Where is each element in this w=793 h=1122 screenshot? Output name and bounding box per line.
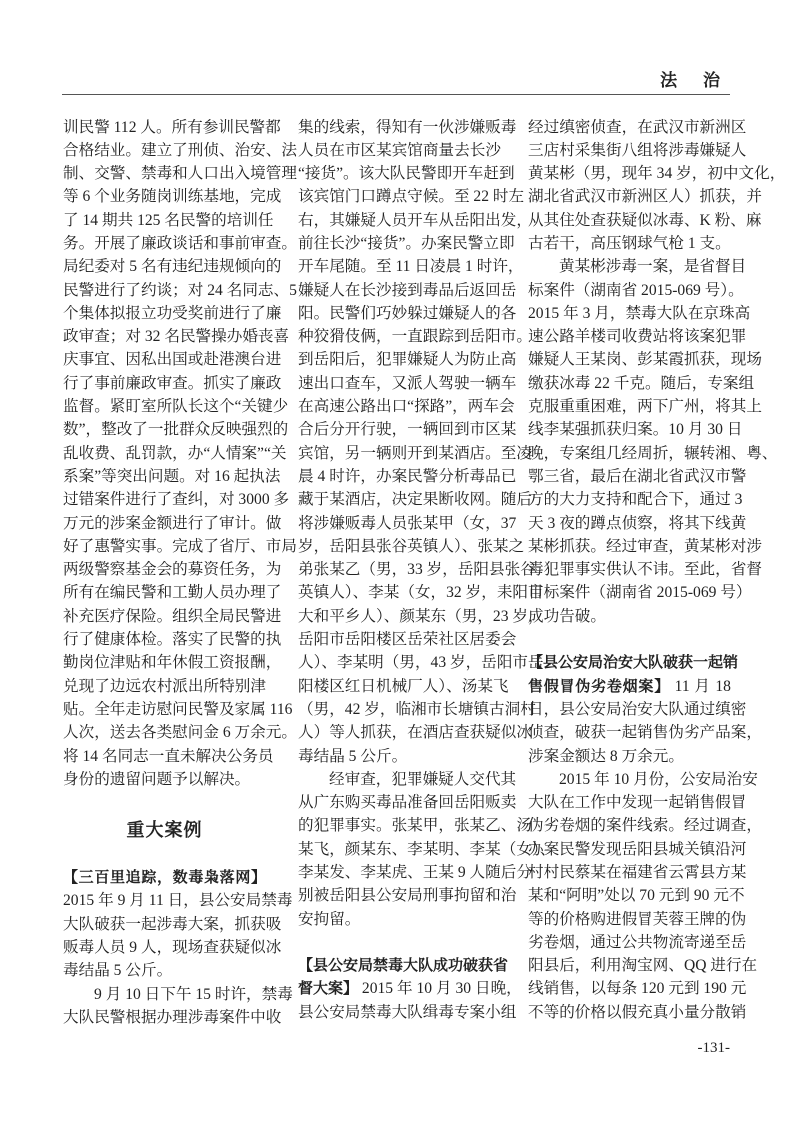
text-line: 等 6 个业务随岗训练基地，完成: [63, 188, 282, 206]
text-line: 将 14 名同志一直未解决公务员: [63, 747, 274, 765]
text-line: 三店村采集街八组将涉毒嫌疑人: [528, 141, 747, 159]
text-line: 从广东购买毒品准备回岳阳贩卖: [298, 794, 517, 812]
text-line: [298, 954, 509, 977]
text-line: 的犯罪事实。张某甲，张某乙、汤: [298, 817, 532, 835]
text-line: 古若干，高压钢球气枪 1 支。: [528, 234, 731, 252]
text-line: 县公安局禁毒大队缉毒专案小组: [298, 1003, 517, 1021]
section-heading: 重大案例: [126, 819, 203, 840]
text-line: 嫌疑人王某岗、彭某霞抓获，现场: [528, 351, 762, 369]
text-line: 大队民警根据办理涉毒案件中收: [63, 1008, 282, 1026]
case-title: 售假冒伪劣卷烟案】: [528, 676, 670, 695]
text-line: 弟张某乙（男，33 岁，岳阳县张谷: [298, 561, 536, 579]
text-line: 晚，专案组几经周折，辗转湘、粤、: [528, 444, 778, 462]
text-line: 晨 4 时许，办案民警分析毒品已: [298, 467, 517, 485]
text-line: 民警进行了约谈；对 24 名同志、5: [63, 281, 297, 299]
text-line: 方的大力支持和配合下，通过 3: [528, 491, 743, 509]
text-line: 到岳阳后，犯罪嫌疑人为防止高: [298, 351, 517, 369]
text-line: 2015 年 9 月 11 日，县公安局禁毒: [63, 892, 293, 910]
paragraph-spacer: [298, 931, 501, 954]
text-line: 嫌疑人在长沙接到毒品后返回岳: [298, 281, 517, 299]
text-line: 经审查，犯罪嫌疑人交代其: [329, 770, 517, 788]
header-rule: [62, 94, 730, 95]
text-line: 藏于某酒店，决定果断收网。随后: [298, 491, 532, 509]
text-line: 速公路羊楼司收费站将该案犯罪: [528, 328, 747, 346]
text-line: 线李某强抓获归案。10 月 30 日: [528, 421, 743, 439]
text-line: （男，42 岁，临湘市长塘镇古洞村: [298, 700, 536, 718]
text-line: 天 3 夜的蹲点侦察，将其下线黄: [528, 514, 747, 532]
text-line: 成功告破。: [528, 607, 606, 625]
text-line: “接货”。该大队民警即开车赶到: [298, 165, 515, 183]
text-line: [298, 977, 522, 1000]
text-line: 目标案件（湖南省 2015-069 号）: [528, 584, 752, 602]
text-line: 宾馆，另一辆则开到某酒店。至凌: [298, 444, 532, 462]
text-line: 数”，整改了一批群众反映强烈的: [63, 421, 289, 439]
text-line: 某彬抓获。经过审查，黄某彬对涉: [528, 537, 762, 555]
paragraph: [298, 116, 544, 768]
text-line: 某和“阿明”处以 70 元到 90 元不: [528, 887, 745, 905]
text-line: 万元的涉案金额进行了审计。做: [63, 514, 282, 532]
text-line: 种狡猾伎俩，一直跟踪到岳阳市。: [298, 328, 532, 346]
text-line: 大队在工作中发现一起销售假冒: [528, 794, 747, 812]
text-line: 毒犯罪事实供认不讳。至此，省督: [528, 561, 762, 579]
text-line: 贩毒人员 9 人，现场查获疑似冰: [63, 939, 282, 956]
case-title: 【县公安局禁毒大队成功破获省: [298, 956, 509, 975]
text-line: 人）、李某明（男，43 岁，岳阳市岳: [298, 654, 544, 672]
case-title: 督大案】: [298, 979, 359, 998]
text-line: 乱收费、乱罚款，办“人情案”“关: [63, 444, 287, 462]
text-line: 补充医疗保险。组织全局民警进: [63, 607, 282, 625]
text-line: 湖北省武汉市新洲区人）抓获，并: [528, 188, 762, 206]
paragraph-spacer: [528, 628, 731, 651]
case-title: 【三百里追踪，数毒枭落网】: [63, 868, 266, 887]
text-line: [528, 675, 731, 698]
text-line: 右，其嫌疑人员开车从岳阳出发，: [298, 211, 532, 229]
text-line: 李某发、李某虎、王某 9 人随后分: [298, 864, 532, 881]
paragraph: [528, 768, 762, 1024]
text-line: 政审查；对 32 名民警操办婚丧喜: [63, 328, 290, 346]
text-line: 鄂三省，最后在湖北省武汉市警: [528, 467, 747, 485]
text-line: 岁，岳阳县张谷英镇人）、张某之: [298, 537, 525, 555]
text-line: 了 14 期共 125 名民警的培训任: [63, 211, 274, 229]
text-line: 2015 年 10 月份，公安局治安: [559, 770, 758, 788]
text-line: 合后分开行驶，一辆回到市区某: [298, 421, 517, 439]
paragraph: [528, 255, 778, 628]
text-line: 前往长沙“接货”。办案民警立即: [298, 234, 515, 252]
text-line: [528, 651, 739, 674]
text-line: 侦查，破获一起销售伪劣产品案，: [528, 724, 762, 742]
text-line: 安拘留。: [298, 910, 361, 928]
text-line: 村村民蔡某在福建省云霄县方某: [528, 864, 747, 881]
text-line: 从其住处查获疑似冰毒、K 粉、麻: [528, 211, 762, 229]
text-line: 等的价格购进假冒芙蓉王牌的伪: [528, 910, 747, 928]
text-line: 英镇人）、李某（女，32 岁，耒阳市: [298, 584, 544, 602]
text-line: 监督。紧盯室所队长这个“关键少: [63, 398, 289, 416]
text-line: 集的线索，得知有一伙涉嫌贩毒: [298, 118, 517, 136]
text-line: 身份的遗留问题予以解决。: [63, 770, 251, 788]
text-line: 训民警 112 人。所有参训民警都: [63, 118, 281, 136]
text-line: 黄某彬涉毒一案，是省督目: [559, 258, 747, 276]
text-line: 合格结业。建立了刑侦、治安、法: [63, 141, 297, 159]
text-line: 局纪委对 5 名有违纪违规倾向的: [63, 258, 282, 276]
text-line: 劣卷烟，通过公共物流寄递至岳: [528, 933, 747, 951]
text-line: 某飞，颜某东、李某明、李某（女）、: [298, 840, 556, 858]
text-line: 行了事前廉政审查。抓实了廉政: [63, 374, 282, 392]
text-line: [63, 866, 266, 889]
text-line: 黄某彬（男，现年 34 岁，初中文化，: [528, 165, 786, 183]
text-line: 人）等人抓获，在酒店查获疑似冰: [298, 724, 532, 742]
text-line: 该宾馆门口蹲点守候。至 22 时左: [298, 188, 525, 206]
text-line: 线销售，以每条 120 元到 190 元: [528, 980, 747, 998]
text-line: 经过缜密侦查，在武汉市新洲区: [528, 118, 747, 136]
paragraph: [528, 651, 762, 767]
text-line: 伪劣卷烟的案件线索。经过调查，: [528, 817, 762, 835]
text-line: 岳阳市岳阳楼区岳荣社区居委会: [298, 631, 517, 649]
text-line: 勤岗位津贴和年休假工资报酬，: [63, 654, 282, 672]
text-line: 务。开展了廉政谈话和事前审查。: [63, 234, 297, 252]
text-line: 日，县公安局治安大队通过缜密: [528, 700, 747, 718]
text-line: 别被岳阳县公安局刑事拘留和治: [298, 887, 517, 905]
paragraph: [63, 983, 293, 1030]
text-line: 2015 年 3 月，禁毒大队在京珠高: [528, 304, 751, 322]
text-line: 毒结晶 5 公斤。: [298, 747, 408, 765]
text-run: 11 月 18: [669, 677, 731, 695]
column-1: [63, 116, 297, 1030]
text-line: 人次，送去各类慰问金 6 万余元。: [63, 724, 297, 742]
text-line: 克服重重困难，两下广州，将其上: [528, 398, 762, 416]
text-line: 不等的价格以假充真小量分散销: [528, 1003, 747, 1021]
text-line: 个集体拟报立功受奖前进行了廉: [63, 304, 282, 322]
text-line: 阳县后，利用淘宝网、QQ 进行在: [528, 957, 758, 975]
text-run: 2015 年 10 月 30 日晚，: [358, 980, 522, 998]
text-line: 人员在市区某宾馆商量去长沙: [298, 141, 501, 159]
text-line: 贴。全年走访慰问民警及家属 116: [63, 700, 293, 718]
page-number: -131-: [697, 1040, 730, 1056]
text-line: 速出口查车，又派人驾驶一辆车: [298, 374, 517, 392]
text-line: 大队破获一起涉毒大案，抓获吸: [63, 915, 282, 933]
column-2: [298, 116, 556, 1025]
text-line: 系案”等突出问题。对 16 起执法: [63, 467, 281, 485]
text-line: 阳。民警们巧妙躲过嫌疑人的各: [298, 304, 517, 322]
paragraph: [63, 866, 293, 982]
text-line: 标案件（湖南省 2015-069 号）。: [528, 281, 744, 299]
text-line: 在高速公路出口“探路”，两车会: [298, 398, 515, 416]
paragraph: [298, 768, 556, 931]
text-line: 两级警察基金会的募资任务，为: [63, 561, 282, 579]
text-line: 大和平乡人）、颜某东（男，23 岁，: [298, 607, 544, 625]
paragraph: [298, 954, 522, 1024]
paragraph: [63, 116, 297, 792]
text-line: 制、交警、禁毒和人口出入境管理: [63, 165, 297, 183]
text-line: 兑现了边远农村派出所特别津: [63, 677, 266, 695]
text-line: 将涉嫌贩毒人员张某甲（女，37: [298, 514, 517, 532]
text-line: 缴获冰毒 22 千克。随后，专案组: [528, 374, 755, 392]
running-header: 法 治: [660, 71, 730, 91]
case-title: 【县公安局治安大队破获一起销: [528, 653, 739, 672]
column-3: [528, 116, 786, 1025]
text-line: 阳楼区红日机械厂人）、汤某飞: [298, 677, 509, 695]
text-line: 开车尾随。至 11 日凌晨 1 时许，: [298, 258, 524, 276]
text-line: 庆事宜、因私出国或赴港澳台进: [63, 351, 282, 369]
text-line: 行了健康体检。落实了民警的执: [63, 631, 282, 649]
text-line: 涉案金额达 8 万余元。: [528, 747, 684, 765]
paragraph: [528, 116, 786, 256]
text-line: 毒结晶 5 公斤。: [63, 962, 173, 980]
text-line: 所有在编民警和工勤人员办理了: [63, 584, 282, 602]
text-line: 办案民警发现岳阳县城关镇沿河: [528, 840, 747, 858]
text-line: 好了惠警实事。完成了省厅、市局: [63, 537, 297, 555]
text-line: 9 月 10 日下午 15 时许，禁毒: [94, 985, 293, 1003]
text-line: 过错案件进行了查纠，对 3000 多: [63, 491, 290, 509]
